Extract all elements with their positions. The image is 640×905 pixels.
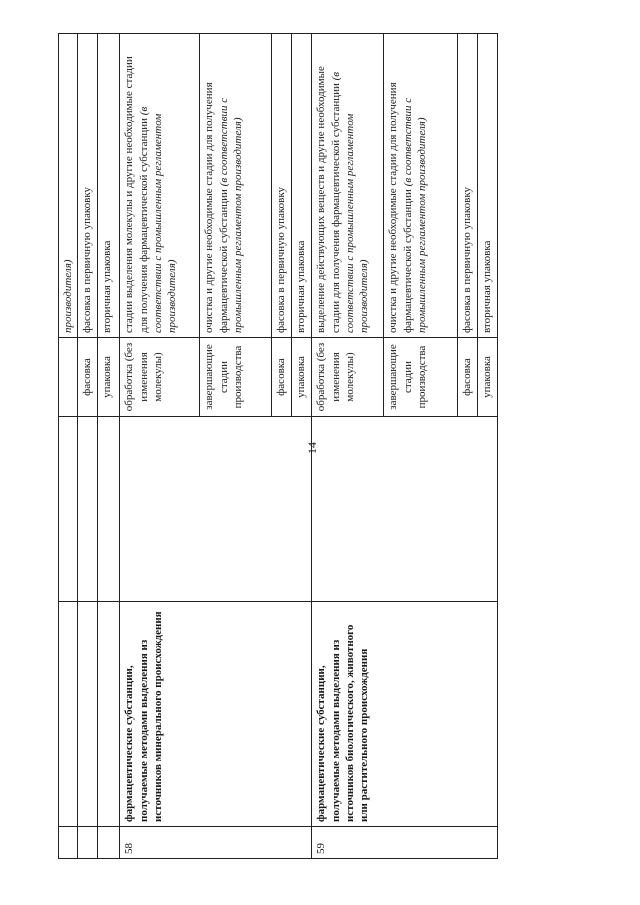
empty-cell	[78, 417, 98, 602]
empty-cell	[120, 417, 312, 602]
substances-table	[58, 33, 498, 859]
stage-cell: фасовка	[272, 338, 292, 417]
substance-name: фармацевтические субстанции, получаемые методами выделения из источников биологического, животного или растительного происхождения	[312, 602, 498, 827]
substance-name: фармацевтические субстанции, получаемые методами выделения из источников минерального происхождения	[120, 602, 312, 827]
stage-cell: упаковка	[292, 338, 312, 417]
description-cell: вторичная упаковка	[98, 34, 120, 338]
table-row	[98, 34, 120, 859]
description-cell: очистка и другие необходимые стадии для получения фармацевтической субстанции (в соответствии с промышленным регламентом производителя)	[384, 34, 458, 338]
empty-cell	[59, 417, 78, 602]
stage-cell: упаковка	[98, 338, 120, 417]
description-cell: фасовка в первичную упаковку	[78, 34, 98, 338]
description-cell: выделение действующих веществ и другие необходимые стадии для получения фармацевтической субстанции (в соответствии с промышленным регламентом производителя)	[312, 34, 384, 338]
table-row	[120, 34, 200, 859]
description-cell: вторичная упаковка	[478, 34, 498, 338]
description-cell: фасовка в первичную упаковку	[272, 34, 292, 338]
table-row	[59, 34, 78, 859]
continuation-cell: производителя)	[59, 34, 78, 338]
stage-cell: упаковка	[478, 338, 498, 417]
name-cell	[78, 602, 98, 827]
row-number: 58	[120, 827, 312, 859]
description-cell: очистка и другие необходимые стадии для получения фармацевтической субстанции (в соответствии с промышленным регламентом производителя)	[200, 34, 272, 338]
name-cell	[98, 602, 120, 827]
name-cell	[59, 602, 78, 827]
stage-cell	[59, 338, 78, 417]
description-cell: стадии выделения молекулы и другие необходимые стадии для получения фармацевтической субстанции (в соответствии с промышленным регламентом производителя)	[120, 34, 200, 338]
description-cell: фасовка в первичную упаковку	[458, 34, 478, 338]
row-number: 59	[312, 827, 498, 859]
empty-cell	[312, 417, 498, 602]
num-cell	[98, 827, 120, 859]
empty-cell	[98, 417, 120, 602]
stage-cell: обработка (без изменения молекулы)	[120, 338, 200, 417]
rotated-table-container	[58, 34, 494, 859]
table-row	[312, 34, 384, 859]
page-number: 14	[305, 442, 319, 454]
stage-cell: обработка (без изменения молекулы)	[312, 338, 384, 417]
stage-cell: фасовка	[458, 338, 478, 417]
description-cell: вторичная упаковка	[292, 34, 312, 338]
num-cell	[78, 827, 98, 859]
stage-cell: завершающие стадии производства	[384, 338, 458, 417]
num-cell	[59, 827, 78, 859]
stage-cell: завершающие стадии производства	[200, 338, 272, 417]
table-row	[78, 34, 98, 859]
stage-cell: фасовка	[78, 338, 98, 417]
